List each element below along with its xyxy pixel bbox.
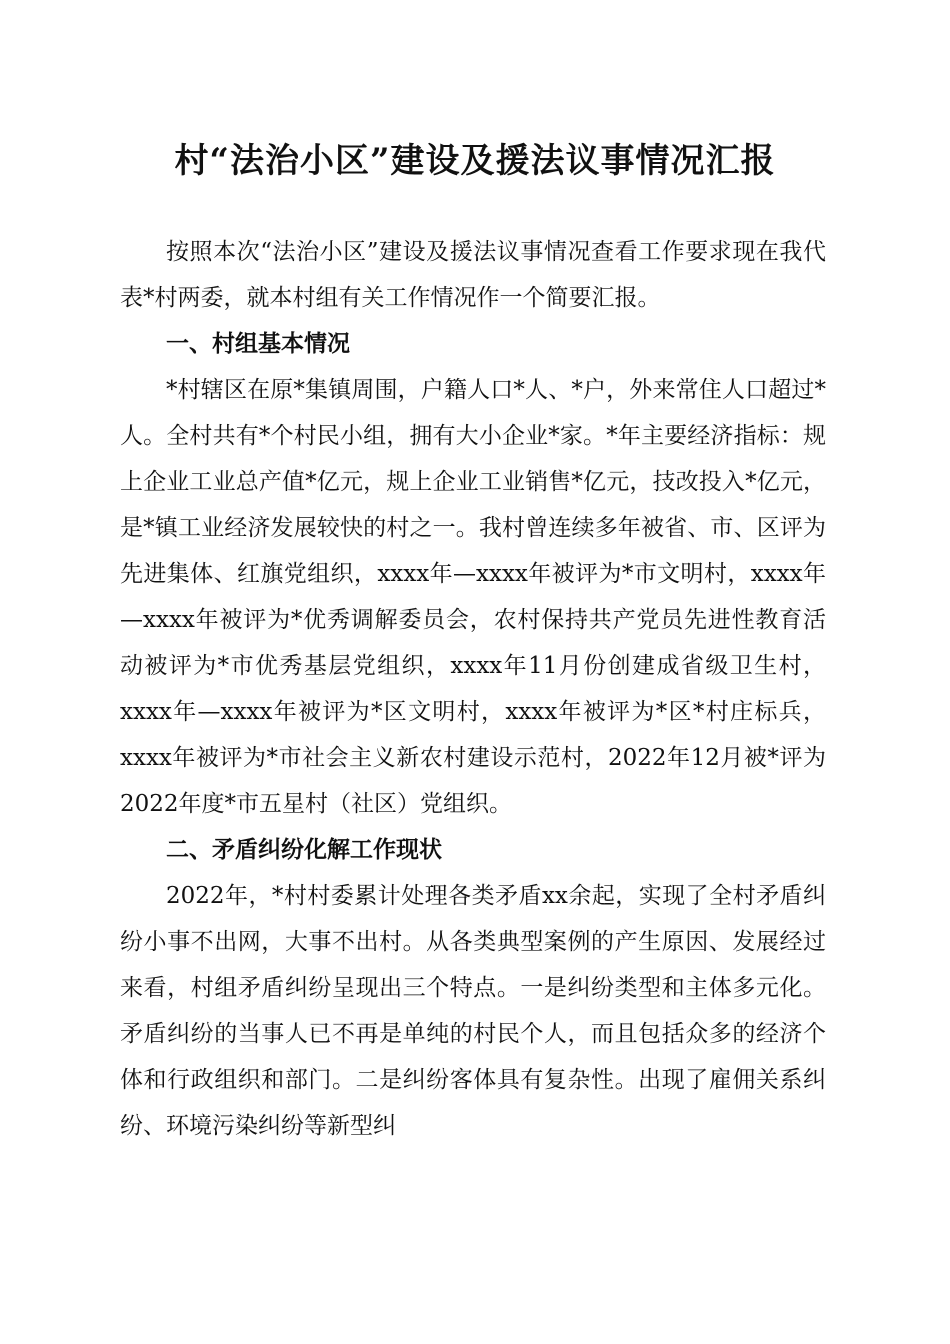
intro-paragraph: 按照本次“法治小区”建设及援法议事情况查看工作要求现在我代表*村两委，就本村组有关工作情况作一个简要汇报。 <box>120 239 826 311</box>
section-paragraph-dispute-resolution: 2022年，*村村委累计处理各类矛盾xx余起，实现了全村矛盾纠纷小事不出网，大事不出村。从各类典型案例的产生原因、发展经过来看，村组矛盾纠纷呈现出三个特点。一是纠纷类型和主体多元化。矛盾纠纷的当事人已不再是单纯的村民个人，而且包括众多的经济个体和行政组织和部门。二是纠纷客体具有复杂性。出现了雇佣关系纠纷、环境污染纠纷等新型纠 <box>120 883 826 1139</box>
document-body <box>120 229 826 1149</box>
section-heading-basic-info: 一、村组基本情况 <box>166 331 350 357</box>
section-paragraph-basic-info: *村辖区在原*集镇周围，户籍人口*人、*户，外来常住人口超过*人。全村共有*个村民小组，拥有大小企业*家。*年主要经济指标：规上企业工业总产值*亿元，规上企业工业销售*亿元，技改投入*亿元，是*镇工业经济发展较快的村之一。我村曾连续多年被省、市、区评为先进集体、红旗党组织，xxxx年—xxxx年被评为*市文明村，xxxx年—xxxx年被评为*优秀调解委员会，农村保持共产党员先进性教育活动被评为*市优秀基层党组织，xxxx年11月份创建成省级卫生村，xxxx年—xxxx年被评为*区文明村，xxxx年被评为*区*村庄标兵，xxxx年被评为*市社会主义新农村建设示范村，2022年12月被*评为2022年度*市五星村（社区）党组织。 <box>120 377 826 817</box>
document-title: 村“法治小区”建设及援法议事情况汇报 <box>174 141 776 181</box>
section-heading-dispute-resolution: 二、矛盾纠纷化解工作现状 <box>166 837 442 863</box>
